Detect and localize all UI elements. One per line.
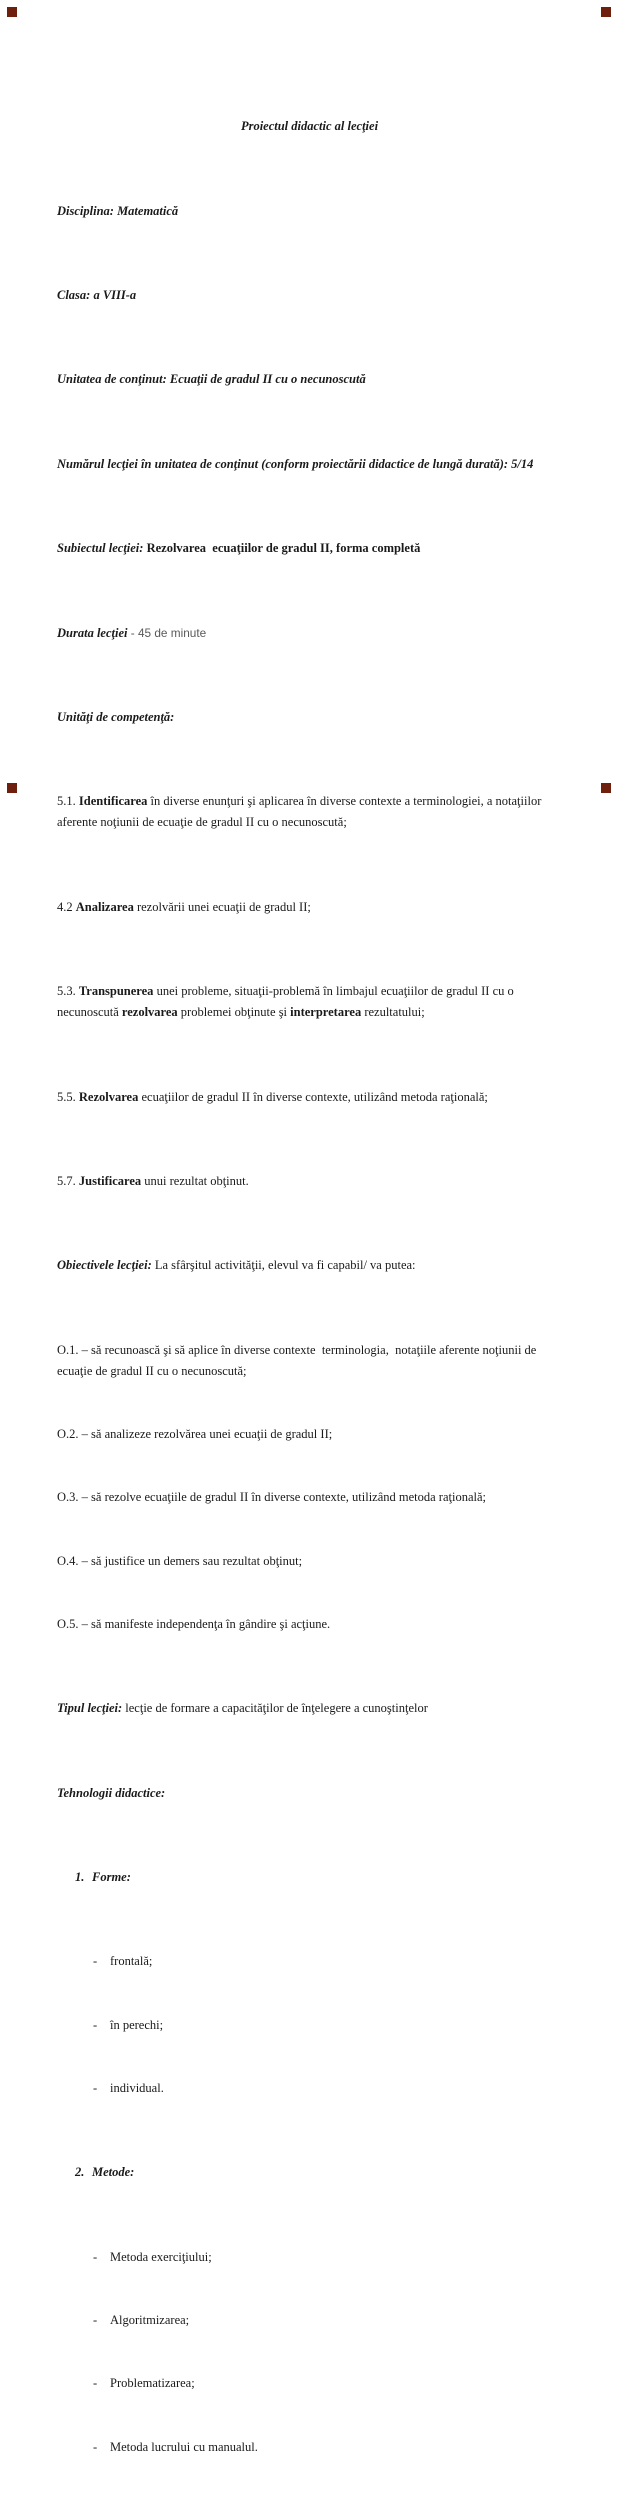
- obiective-heading: [57, 1255, 562, 1276]
- competence-5-7-num: 5.7.: [57, 1173, 79, 1188]
- competence-5-5-text: ecuaţiilor de gradul II în diverse contexte, utilizând metoda raţională;: [138, 1089, 488, 1104]
- line-tipul-lectiei: [57, 1698, 562, 1719]
- list-item-metoda-lucrului: [57, 2437, 562, 2458]
- line-disciplina: [57, 201, 562, 222]
- objective-o4: O.4. – să justifice un demers sau rezultat obţinut;: [57, 1553, 303, 1568]
- disciplina-text: Disciplina: Matematică: [57, 203, 179, 218]
- numarul-text: Numărul lecţiei în unitatea de conţinut (conform proiectării didactice de lungă durată): 5/14: [57, 456, 534, 471]
- competence-5-5: [57, 1087, 562, 1108]
- tipul-label: Tipul lecţiei:: [57, 1701, 123, 1716]
- list-item-metoda-exercitiului: [57, 2247, 562, 2268]
- list-item-text: Algoritmizarea;: [110, 2313, 190, 2328]
- unitatea-text: Unitatea de conţinut: Ecuaţii de gradul II cu o necunoscută: [57, 372, 366, 387]
- competence-5-1-text: în diverse enunţuri şi aplicarea în diverse contexte a terminologiei, a notaţiilor aferente noţiunii de ecuaţie de gradul II cu o necunoscută;: [57, 794, 545, 830]
- list-head-metode: [57, 2162, 562, 2183]
- forme-number: 1.: [75, 1870, 85, 1885]
- tipul-value: lecţie de formare a capacităţilor de înţelegere a cunoştinţelor: [122, 1701, 428, 1716]
- objective-o2: O.2. – să analizeze rezolvărea unei ecuaţii de gradul II;: [57, 1427, 333, 1442]
- list-item-frontala: [57, 1951, 562, 1972]
- dash-bullet: -: [93, 2376, 98, 2391]
- forme-label: Forme:: [92, 1870, 131, 1885]
- list-item-problematizarea: [57, 2373, 562, 2394]
- corner-marker-bottom-left: [7, 783, 17, 793]
- line-clasa: [57, 285, 562, 306]
- page-title-line: [57, 116, 562, 137]
- objective-o1: O.1. – să recunoască şi să aplice în diverse contexte terminologia, notaţiile aferente noţiunii de ecuaţie de gradul II cu o necunoscută;: [57, 1342, 540, 1378]
- subiect-label: Subiectul lecţiei:: [57, 541, 144, 556]
- dash-bullet: -: [93, 2081, 98, 2095]
- line-durata: [57, 623, 562, 644]
- competence-5-7-text: unui rezultat obţinut.: [141, 1173, 249, 1188]
- objective-o5: O.5. – să manifeste independenţa în gândire şi acţiune.: [57, 1616, 331, 1631]
- dash-bullet: -: [93, 2313, 98, 2328]
- line-unitatea: [57, 369, 562, 390]
- obiective-intro: La sfârşitul activităţii, elevul va fi capabil/ va putea:: [151, 1258, 416, 1273]
- list-item-individual: [57, 2078, 562, 2099]
- competence-5-3-keyword-3: interpretarea: [290, 1005, 362, 1020]
- tehnologii-heading-text: Tehnologii didactice:: [57, 1785, 166, 1800]
- list-item-text: Metoda exerciţiului;: [110, 2249, 212, 2264]
- competence-5-3-text-2: problemei obţinute şi: [177, 1005, 291, 1020]
- competence-5-1-num: 5.1.: [57, 794, 79, 809]
- durata-value: - 45 de minute: [127, 625, 207, 640]
- corner-marker-bottom-right: [601, 783, 611, 793]
- list-item-algoritmizarea: [57, 2310, 562, 2331]
- line-numarul-lectiei: [57, 454, 562, 475]
- competence-4-2-keyword: Analizarea: [75, 899, 134, 914]
- competence-4-2-num: 4.2: [57, 899, 76, 914]
- competence-5-1-keyword: Identificarea: [78, 794, 148, 809]
- line-subiectul: [57, 538, 562, 559]
- list-item-text: Metoda lucrului cu manualul.: [110, 2439, 258, 2454]
- competence-5-3-keyword-1: Transpunerea: [78, 984, 154, 999]
- obiective-label: Obiectivele lecţiei:: [57, 1258, 152, 1273]
- competence-5-3: [57, 981, 562, 1023]
- competence-5-3-text-1: unei probleme, situaţii-problemă în limbajul ecuaţiilor de gradul II cu o necunoscută: [57, 984, 517, 1020]
- clasa-text: Clasa: a VIII-a: [57, 288, 137, 303]
- corner-marker-top-left: [7, 7, 17, 17]
- corner-marker-top-right: [601, 7, 611, 17]
- competence-5-3-num: 5.3.: [57, 984, 79, 999]
- subiect-value: Rezolvarea ecuaţiilor de gradul II, forma completă: [143, 541, 421, 556]
- list-item-in-perechi: [57, 2015, 562, 2036]
- metode-label: Metode:: [92, 2165, 135, 2180]
- competente-heading: [57, 707, 562, 728]
- tehnologii-heading: [57, 1783, 562, 1804]
- competence-5-5-keyword: Rezolvarea: [78, 1089, 139, 1104]
- list-head-forme: [57, 1867, 562, 1888]
- competence-5-7: [57, 1171, 562, 1192]
- competence-5-5-num: 5.5.: [57, 1089, 79, 1104]
- metode-number: 2.: [75, 2165, 85, 2180]
- competence-5-3-text-3: rezultatului;: [361, 1005, 425, 1020]
- list-item-text: Problematizarea;: [110, 2376, 195, 2391]
- dash-bullet: -: [93, 1954, 98, 1969]
- dash-bullet: -: [93, 2439, 98, 2454]
- dash-bullet: -: [93, 2017, 98, 2032]
- document-page: [57, 53, 562, 2500]
- dash-bullet: -: [93, 2249, 98, 2264]
- competence-5-3-keyword-2: rezolvarea: [121, 1005, 178, 1020]
- competente-heading-text: Unităţi de competenţă:: [57, 709, 175, 724]
- competence-5-1: [57, 791, 562, 833]
- objective-o3: O.3. – să rezolve ecuaţiile de gradul II în diverse contexte, utilizând metoda raţională;: [57, 1490, 486, 1505]
- competence-4-2: [57, 897, 562, 918]
- list-item-text: în perechi;: [110, 2017, 164, 2032]
- list-item-text: individual.: [110, 2081, 164, 2095]
- durata-label: Durata lecţiei: [57, 625, 128, 640]
- competence-5-7-keyword: Justificarea: [78, 1173, 142, 1188]
- page-title: Proiectul didactic al lecţiei: [240, 119, 379, 134]
- competence-4-2-text: rezolvării unei ecuaţii de gradul II;: [133, 899, 311, 914]
- list-item-text: frontală;: [110, 1954, 153, 1969]
